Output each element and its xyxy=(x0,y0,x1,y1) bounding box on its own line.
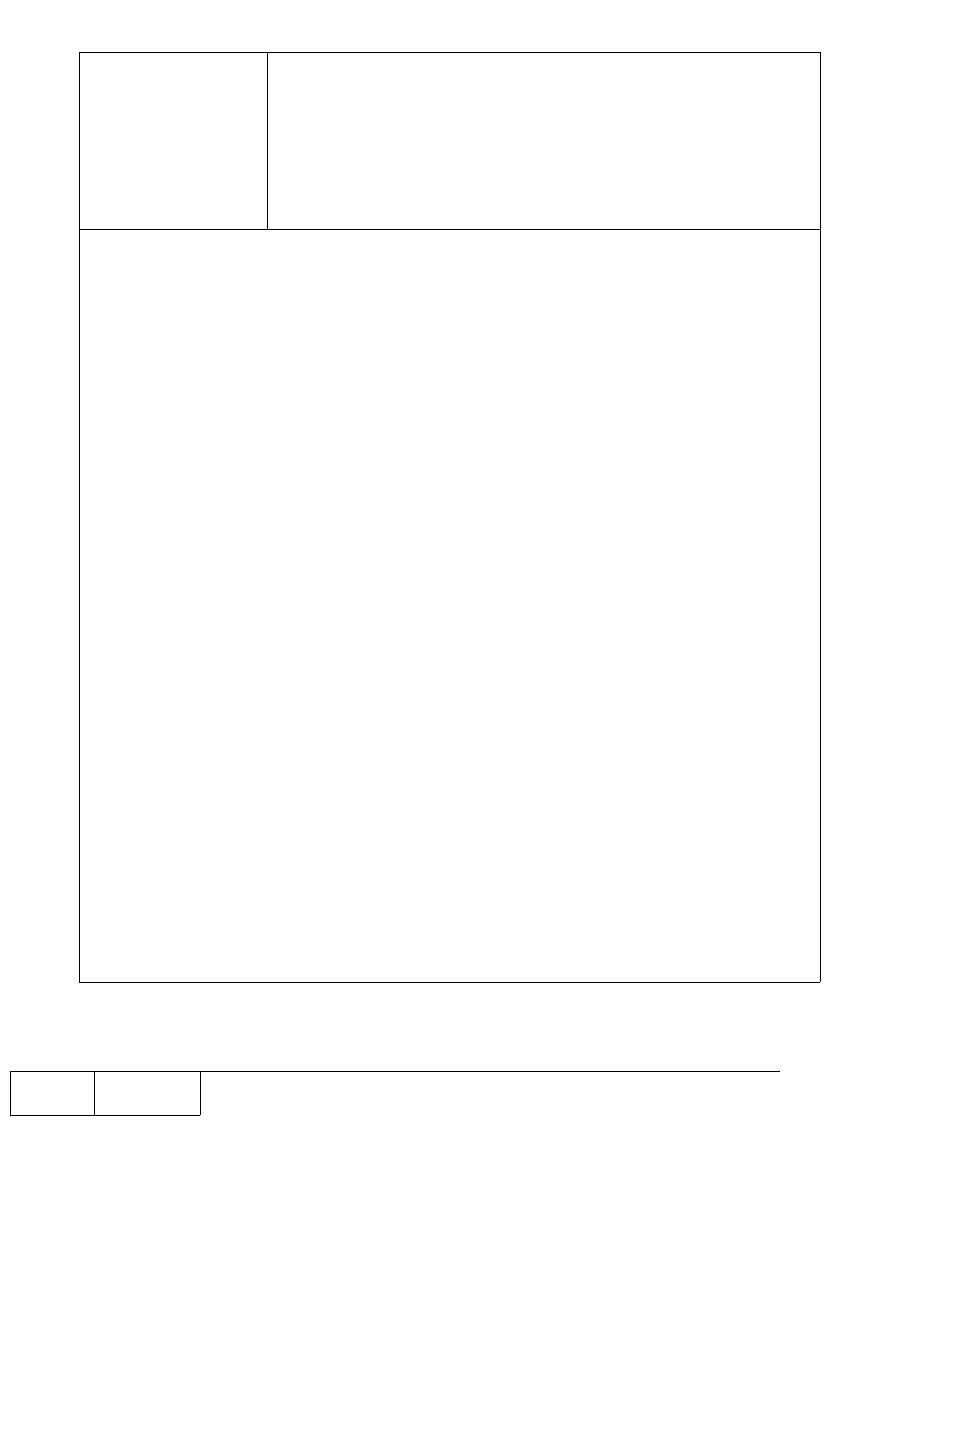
group-code xyxy=(18,1077,40,1094)
